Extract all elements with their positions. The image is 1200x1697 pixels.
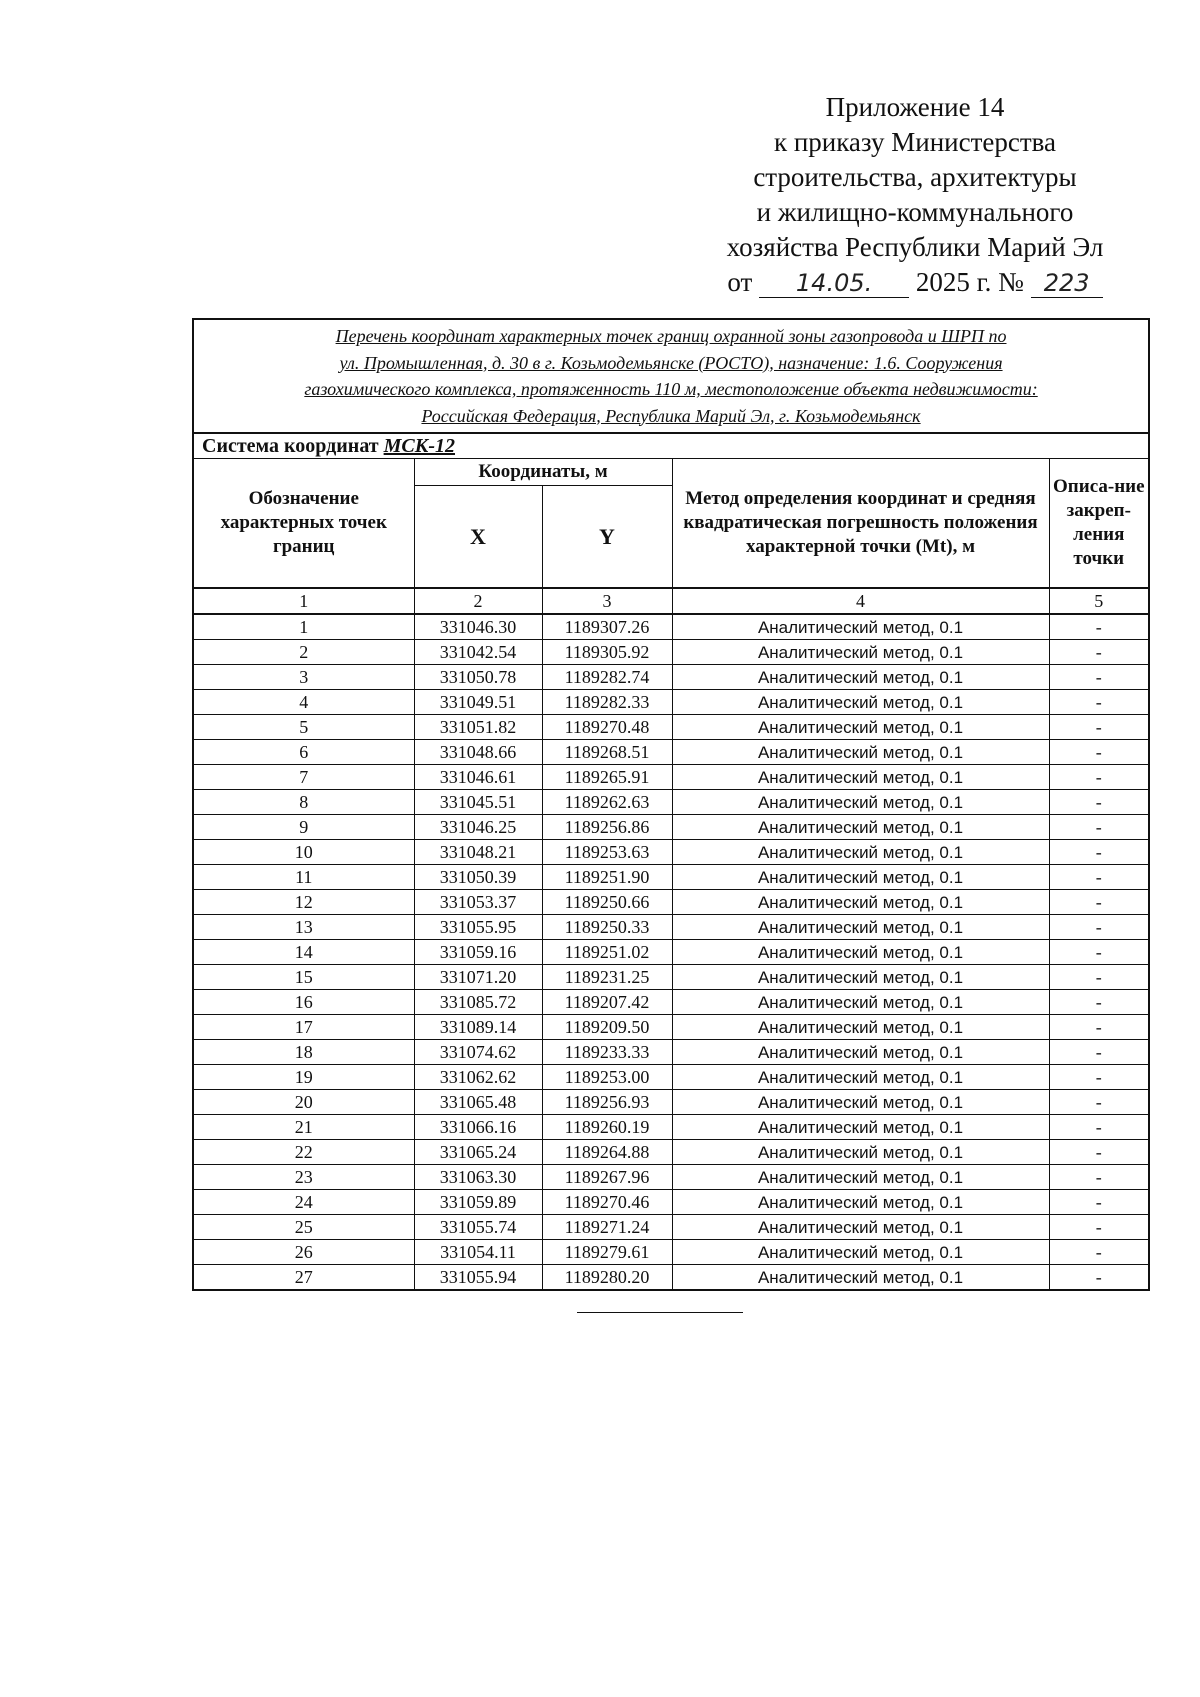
column-number-row xyxy=(193,588,1149,614)
x-coordinate-cell: 331045.51 xyxy=(414,790,542,815)
x-coordinate-cell: 331054.11 xyxy=(414,1240,542,1265)
description-cell: - xyxy=(1049,1265,1149,1291)
x-coordinate-cell: 331055.74 xyxy=(414,1215,542,1240)
method-cell: Аналитический метод, 0.1 xyxy=(672,1090,1049,1115)
table-row xyxy=(193,640,1149,665)
date-prefix: от xyxy=(727,267,753,297)
point-number-cell: 22 xyxy=(193,1140,414,1165)
description-cell: - xyxy=(1049,865,1149,890)
point-number-cell: 15 xyxy=(193,965,414,990)
point-number-cell: 18 xyxy=(193,1040,414,1065)
x-coordinate-cell: 331071.20 xyxy=(414,965,542,990)
y-coordinate-cell: 1189250.33 xyxy=(542,915,672,940)
y-coordinate-cell: 1189270.48 xyxy=(542,715,672,740)
point-number-cell: 12 xyxy=(193,890,414,915)
table-row xyxy=(193,965,1149,990)
point-number-cell: 1 xyxy=(193,614,414,640)
table-row xyxy=(193,990,1149,1015)
point-number-cell: 7 xyxy=(193,765,414,790)
method-cell: Аналитический метод, 0.1 xyxy=(672,1240,1049,1265)
col-header-point: Обозначение характерных точек границ xyxy=(193,459,414,589)
point-number-cell: 11 xyxy=(193,865,414,890)
coord-system-label: Система координат xyxy=(202,434,379,457)
y-coordinate-cell: 1189207.42 xyxy=(542,990,672,1015)
method-cell: Аналитический метод, 0.1 xyxy=(672,1190,1049,1215)
x-coordinate-cell: 331059.16 xyxy=(414,940,542,965)
y-coordinate-cell: 1189253.00 xyxy=(542,1065,672,1090)
header-row-1 xyxy=(193,459,1149,486)
y-coordinate-cell: 1189307.26 xyxy=(542,614,672,640)
description-cell: - xyxy=(1049,940,1149,965)
column-number: 1 xyxy=(193,588,414,614)
appendix-title: Приложение 14 xyxy=(825,92,1005,122)
method-cell: Аналитический метод, 0.1 xyxy=(672,890,1049,915)
y-coordinate-cell: 1189265.91 xyxy=(542,765,672,790)
point-number-cell: 6 xyxy=(193,740,414,765)
method-cell: Аналитический метод, 0.1 xyxy=(672,1065,1049,1090)
table-row xyxy=(193,865,1149,890)
description-cell: - xyxy=(1049,815,1149,840)
y-coordinate-cell: 1189270.46 xyxy=(542,1190,672,1215)
description-cell: - xyxy=(1049,840,1149,865)
description-cell: - xyxy=(1049,1165,1149,1190)
y-coordinate-cell: 1189260.19 xyxy=(542,1115,672,1140)
point-number-cell: 25 xyxy=(193,1215,414,1240)
y-coordinate-cell: 1189251.90 xyxy=(542,865,672,890)
table-title-line: газохимического комплекса, протяженность 110 м, местоположение объекта недвижимости: xyxy=(304,379,1038,399)
table-title-line: Российская Федерация, Республика Марий Эл, г. Козьмодемьянск xyxy=(421,405,921,426)
x-coordinate-cell: 331063.30 xyxy=(414,1165,542,1190)
point-number-cell: 20 xyxy=(193,1090,414,1115)
table-row xyxy=(193,890,1149,915)
description-cell: - xyxy=(1049,1015,1149,1040)
point-number-cell: 27 xyxy=(193,1265,414,1291)
description-cell: - xyxy=(1049,1215,1149,1240)
table-row xyxy=(193,740,1149,765)
order-number-handwritten: 223 xyxy=(1031,269,1103,298)
table-title xyxy=(193,319,1149,433)
table-row xyxy=(193,614,1149,640)
method-cell: Аналитический метод, 0.1 xyxy=(672,840,1049,865)
table-row xyxy=(193,765,1149,790)
point-number-cell: 5 xyxy=(193,715,414,740)
method-cell: Аналитический метод, 0.1 xyxy=(672,665,1049,690)
y-coordinate-cell: 1189209.50 xyxy=(542,1015,672,1040)
point-number-cell: 14 xyxy=(193,940,414,965)
y-coordinate-cell: 1189271.24 xyxy=(542,1215,672,1240)
description-cell: - xyxy=(1049,690,1149,715)
point-number-cell: 17 xyxy=(193,1015,414,1040)
description-cell: - xyxy=(1049,765,1149,790)
description-cell: - xyxy=(1049,990,1149,1015)
table-row xyxy=(193,1065,1149,1090)
point-number-cell: 10 xyxy=(193,840,414,865)
method-cell: Аналитический метод, 0.1 xyxy=(672,1215,1049,1240)
y-coordinate-cell: 1189251.02 xyxy=(542,940,672,965)
method-cell: Аналитический метод, 0.1 xyxy=(672,915,1049,940)
y-coordinate-cell: 1189262.63 xyxy=(542,790,672,815)
x-coordinate-cell: 331046.30 xyxy=(414,614,542,640)
x-coordinate-cell: 331065.48 xyxy=(414,1090,542,1115)
method-cell: Аналитический метод, 0.1 xyxy=(672,965,1049,990)
point-number-cell: 2 xyxy=(193,640,414,665)
description-cell: - xyxy=(1049,1115,1149,1140)
method-cell: Аналитический метод, 0.1 xyxy=(672,765,1049,790)
x-coordinate-cell: 331055.95 xyxy=(414,915,542,940)
method-cell: Аналитический метод, 0.1 xyxy=(672,815,1049,840)
description-cell: - xyxy=(1049,715,1149,740)
description-cell: - xyxy=(1049,1240,1149,1265)
y-coordinate-cell: 1189305.92 xyxy=(542,640,672,665)
method-cell: Аналитический метод, 0.1 xyxy=(672,940,1049,965)
order-date-handwritten: 14.05. xyxy=(759,269,909,298)
point-number-cell: 3 xyxy=(193,665,414,690)
table-row xyxy=(193,1190,1149,1215)
table-title-line: Перечень координат характерных точек границ охранной зоны газопровода и ШРП по xyxy=(335,326,1007,346)
col-header-coords: Координаты, м xyxy=(414,459,672,486)
ministry-line-2: и жилищно-коммунального xyxy=(756,197,1074,227)
order-reference-line: к приказу Министерства xyxy=(773,127,1057,157)
order-date-line xyxy=(690,265,1140,300)
method-cell: Аналитический метод, 0.1 xyxy=(672,690,1049,715)
point-number-cell: 24 xyxy=(193,1190,414,1215)
table-row xyxy=(193,1140,1149,1165)
point-number-cell: 13 xyxy=(193,915,414,940)
description-cell: - xyxy=(1049,1140,1149,1165)
x-coordinate-cell: 331089.14 xyxy=(414,1015,542,1040)
table-row xyxy=(193,915,1149,940)
method-cell: Аналитический метод, 0.1 xyxy=(672,1265,1049,1291)
y-coordinate-cell: 1189264.88 xyxy=(542,1140,672,1165)
x-coordinate-cell: 331048.66 xyxy=(414,740,542,765)
description-cell: - xyxy=(1049,790,1149,815)
table-row xyxy=(193,665,1149,690)
table-title-row xyxy=(193,319,1149,433)
x-coordinate-cell: 331053.37 xyxy=(414,890,542,915)
coord-system-value: МСК-12 xyxy=(383,434,455,457)
method-cell: Аналитический метод, 0.1 xyxy=(672,1165,1049,1190)
table-row xyxy=(193,1265,1149,1291)
column-number: 2 xyxy=(414,588,542,614)
col-header-x: X xyxy=(414,486,542,588)
y-coordinate-cell: 1189267.96 xyxy=(542,1165,672,1190)
table-row xyxy=(193,1215,1149,1240)
ministry-line-1: строительства, архитектуры xyxy=(753,162,1077,192)
table-row xyxy=(193,1090,1149,1115)
x-coordinate-cell: 331049.51 xyxy=(414,690,542,715)
point-number-cell: 21 xyxy=(193,1115,414,1140)
y-coordinate-cell: 1189250.66 xyxy=(542,890,672,915)
y-coordinate-cell: 1189231.25 xyxy=(542,965,672,990)
y-coordinate-cell: 1189253.63 xyxy=(542,840,672,865)
table-row xyxy=(193,1165,1149,1190)
point-number-cell: 9 xyxy=(193,815,414,840)
description-cell: - xyxy=(1049,614,1149,640)
y-coordinate-cell: 1189256.93 xyxy=(542,1090,672,1115)
table-row xyxy=(193,940,1149,965)
x-coordinate-cell: 331048.21 xyxy=(414,840,542,865)
table-title-line: ул. Промышленная, д. 30 в г. Козьмодемьянске (РОСТО), назначение: 1.6. Сооружения xyxy=(339,352,1003,373)
x-coordinate-cell: 331051.82 xyxy=(414,715,542,740)
method-cell: Аналитический метод, 0.1 xyxy=(672,740,1049,765)
y-coordinate-cell: 1189279.61 xyxy=(542,1240,672,1265)
x-coordinate-cell: 331085.72 xyxy=(414,990,542,1015)
x-coordinate-cell: 331074.62 xyxy=(414,1040,542,1065)
closing-rule xyxy=(577,1312,743,1313)
x-coordinate-cell: 331055.94 xyxy=(414,1265,542,1291)
table-row xyxy=(193,840,1149,865)
description-cell: - xyxy=(1049,740,1149,765)
method-cell: Аналитический метод, 0.1 xyxy=(672,715,1049,740)
y-coordinate-cell: 1189256.86 xyxy=(542,815,672,840)
point-number-cell: 23 xyxy=(193,1165,414,1190)
column-number: 5 xyxy=(1049,588,1149,614)
description-cell: - xyxy=(1049,1065,1149,1090)
description-cell: - xyxy=(1049,965,1149,990)
x-coordinate-cell: 331059.89 xyxy=(414,1190,542,1215)
description-cell: - xyxy=(1049,890,1149,915)
table-row xyxy=(193,715,1149,740)
method-cell: Аналитический метод, 0.1 xyxy=(672,1040,1049,1065)
description-cell: - xyxy=(1049,1040,1149,1065)
x-coordinate-cell: 331050.39 xyxy=(414,865,542,890)
x-coordinate-cell: 331046.25 xyxy=(414,815,542,840)
point-number-cell: 19 xyxy=(193,1065,414,1090)
col-header-method: Метод определения координат и средняя квадратическая погрешность положения характерной точки (Mt), м xyxy=(672,459,1049,589)
description-cell: - xyxy=(1049,665,1149,690)
point-number-cell: 8 xyxy=(193,790,414,815)
table-row xyxy=(193,690,1149,715)
description-cell: - xyxy=(1049,640,1149,665)
method-cell: Аналитический метод, 0.1 xyxy=(672,1115,1049,1140)
coordinates-table xyxy=(192,318,1150,1291)
table-row xyxy=(193,815,1149,840)
coord-system-row xyxy=(193,433,1149,459)
table-row xyxy=(193,1015,1149,1040)
method-cell: Аналитический метод, 0.1 xyxy=(672,1140,1049,1165)
x-coordinate-cell: 331065.24 xyxy=(414,1140,542,1165)
y-coordinate-cell: 1189233.33 xyxy=(542,1040,672,1065)
column-number: 4 xyxy=(672,588,1049,614)
point-number-cell: 26 xyxy=(193,1240,414,1265)
description-cell: - xyxy=(1049,1190,1149,1215)
col-header-y: Y xyxy=(542,486,672,588)
method-cell: Аналитический метод, 0.1 xyxy=(672,790,1049,815)
appendix-header xyxy=(690,90,1140,300)
method-cell: Аналитический метод, 0.1 xyxy=(672,1015,1049,1040)
point-number-cell: 4 xyxy=(193,690,414,715)
description-cell: - xyxy=(1049,1090,1149,1115)
point-number-cell: 16 xyxy=(193,990,414,1015)
table-row xyxy=(193,1040,1149,1065)
y-coordinate-cell: 1189282.33 xyxy=(542,690,672,715)
method-cell: Аналитический метод, 0.1 xyxy=(672,614,1049,640)
description-cell: - xyxy=(1049,915,1149,940)
col-header-desc: Описа-ние закреп-ления точки xyxy=(1049,459,1149,589)
ministry-line-3: хозяйства Республики Марий Эл xyxy=(726,232,1104,262)
method-cell: Аналитический метод, 0.1 xyxy=(672,865,1049,890)
y-coordinate-cell: 1189268.51 xyxy=(542,740,672,765)
table-row xyxy=(193,1115,1149,1140)
y-coordinate-cell: 1189280.20 xyxy=(542,1265,672,1291)
x-coordinate-cell: 331062.62 xyxy=(414,1065,542,1090)
coord-system xyxy=(193,433,1149,459)
method-cell: Аналитический метод, 0.1 xyxy=(672,990,1049,1015)
table-row xyxy=(193,1240,1149,1265)
x-coordinate-cell: 331042.54 xyxy=(414,640,542,665)
method-cell: Аналитический метод, 0.1 xyxy=(672,640,1049,665)
x-coordinate-cell: 331046.61 xyxy=(414,765,542,790)
y-coordinate-cell: 1189282.74 xyxy=(542,665,672,690)
table-row xyxy=(193,790,1149,815)
order-year: 2025 г. № xyxy=(915,267,1024,297)
x-coordinate-cell: 331066.16 xyxy=(414,1115,542,1140)
x-coordinate-cell: 331050.78 xyxy=(414,665,542,690)
column-number: 3 xyxy=(542,588,672,614)
